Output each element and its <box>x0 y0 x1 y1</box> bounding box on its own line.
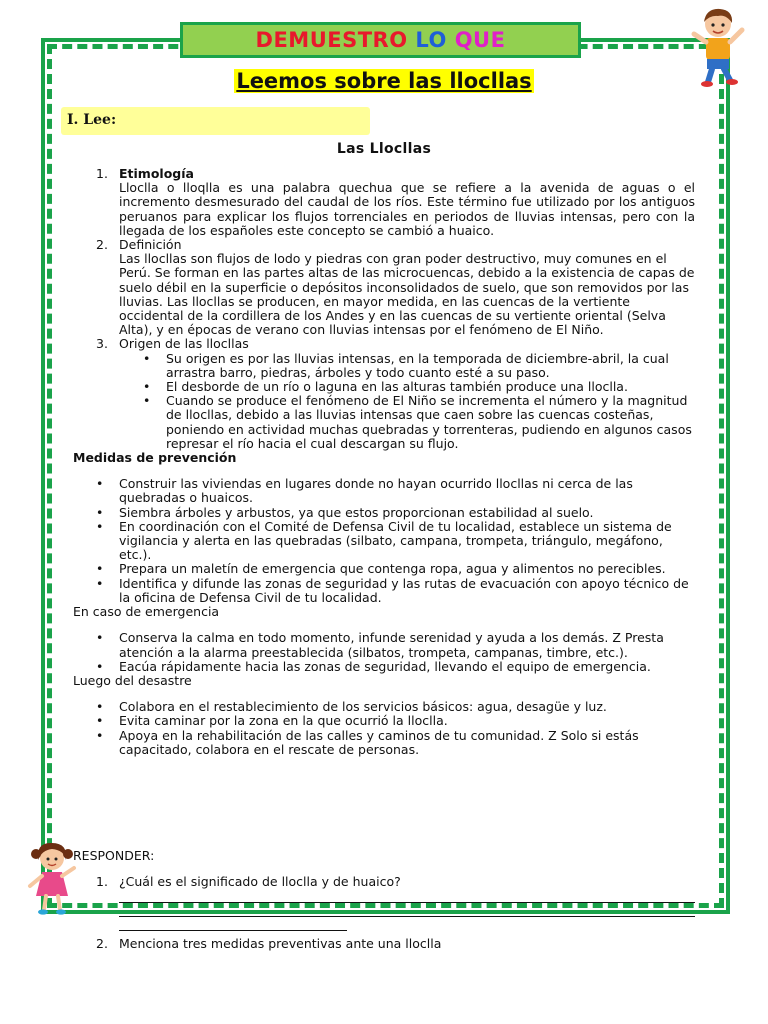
question-item <box>73 937 695 951</box>
question-number: 1. <box>96 874 108 890</box>
item-paragraph: Las llocllas son flujos de lodo y piedras con gran poder destructivo, muy comunes en el Perú. Se forman en las partes altas de las microcuencas, debido a la existencia de capas de suelo débil en la superficie o depósitos inconsolidados de suelo, que son removidos por las lluvias. Las llocllas se producen, en mayor medida, en las cuencas de la vertiente occidental de la cordillera de los Andes y en las cuencas de su vertiente oriental (Selva Alta), y en épocas de verano con lluvias intensas por el fenómeno de El Niño. <box>119 251 695 338</box>
girl-illustration <box>24 836 80 916</box>
bullet-item: • Su origen es por las lluvias intensas, en la temporada de diciembre-abril, la cual arrastra barro, piedras, árboles y todo cuanto esté a su paso. <box>73 352 695 380</box>
banner-word-2: LO <box>415 28 447 52</box>
bullet-item: • Construir las viviendas en lugares donde no hayan ocurrido llocllas ni cerca de las quebradas o huaicos. <box>73 477 695 505</box>
reading-body <box>73 167 695 952</box>
page-title-text: Leemos sobre las llocllas <box>236 69 532 93</box>
section-label: I. Lee: <box>67 112 117 128</box>
bullet-item: • Siembra árboles y arbustos, ya que estos proporcionan estabilidad al suelo. <box>73 506 695 520</box>
item-paragraph: Lloclla o lloqlla es una palabra quechua que se refiere a la avenida de aguas o el incremento desmesurado del caudal de los ríos. Este término fue utilizado por los antiguos peruanos para explicar los flujos torrenciales en periodos de lluvias intensas, pero con la llegada de los españoles este concepto se cambió a huaico. <box>119 180 695 238</box>
question-number: 2. <box>96 936 108 952</box>
prevention-heading: Medidas de prevención <box>73 450 237 466</box>
reading-title: Las Llocllas <box>336 141 432 157</box>
question-text: ¿Cuál es el significado de lloclla y de huaico? <box>119 874 401 890</box>
question-item <box>73 875 695 889</box>
bullet-item: • En coordinación con el Comité de Defensa Civil de tu localidad, establece un sistema de vigilancia y alerta en las quebradas (silbato, campana, trompeta, triángulo, megáfono, etc.). <box>73 520 695 563</box>
item-heading: Etimología <box>119 166 194 181</box>
banner-word-3: QUE <box>454 28 506 52</box>
bullet-item: • Prepara un maletín de emergencia que contenga ropa, agua y alimentos no perecibles. <box>73 562 695 576</box>
item-heading: Definición <box>119 237 182 253</box>
bullet-item: • Cuando se produce el fenómeno de El Niño se incrementa el número y la magnitud de llocllas, debido a las lluvias intensas que caen sobre las cuencas costeñas, poniendo en actividad muchas quebradas y torrenteras, pudiendo en algunos casos represar el río hacia el cual descargan su flujo. <box>73 394 695 451</box>
bullet-item: • Eacúa rápidamente hacia las zonas de seguridad, llevando el equipo de emergencia. <box>73 660 695 674</box>
bullet-item: • El desborde de un río o laguna en las alturas también produce una lloclla. <box>73 380 695 394</box>
bullet-item: • Identifica y difunde las zonas de seguridad y las rutas de evacuación con apoyo técnico de la oficina de Defensa Civil de tu localidad. <box>73 577 695 605</box>
bullet-item: • Colabora en el restablecimiento de los servicios básicos: agua, desagüe y luz. <box>73 700 695 714</box>
after-heading: Luego del desastre <box>73 672 192 688</box>
list-number: 1. <box>96 166 108 181</box>
list-number: 2. <box>96 237 108 253</box>
after-list <box>73 700 695 757</box>
bullet-item: • Evita caminar por la zona en la que ocurrió la lloclla. <box>73 714 695 728</box>
list-item-definicion <box>73 238 695 337</box>
numbered-list <box>73 167 695 352</box>
respond-label: RESPONDER: <box>73 847 155 863</box>
list-item-etimologia <box>73 167 695 238</box>
list-number: 3. <box>96 336 108 352</box>
answer-line[interactable] <box>119 903 695 917</box>
questions-list <box>73 875 695 889</box>
bullet-item: • Apoya en la rehabilitación de las calles y caminos de tu comunidad. Z Solo si estás capacitado, colabora en el rescate de personas. <box>73 729 695 757</box>
bullet-item: • Conserva la calma en todo momento, infunde serenidad y ayuda a los demás. Z Presta atención a la alarma preestablecida (silbatos, trompeta, campanas, timbre, etc.). <box>73 631 695 659</box>
origin-bullets <box>73 352 695 451</box>
list-item-origen <box>73 337 695 351</box>
questions-list <box>73 937 695 951</box>
question-text: Menciona tres medidas preventivas ante una lloclla <box>119 936 442 952</box>
emergency-list <box>73 631 695 674</box>
banner-word-1: DEMUESTRO <box>255 28 408 52</box>
emergency-heading: En caso de emergencia <box>73 604 220 620</box>
answer-line[interactable] <box>119 917 347 931</box>
page-title <box>0 66 768 96</box>
prevention-list <box>73 477 695 605</box>
header-banner <box>180 22 581 58</box>
answer-line[interactable] <box>119 889 695 903</box>
item-heading: Origen de las llocllas <box>119 336 249 352</box>
